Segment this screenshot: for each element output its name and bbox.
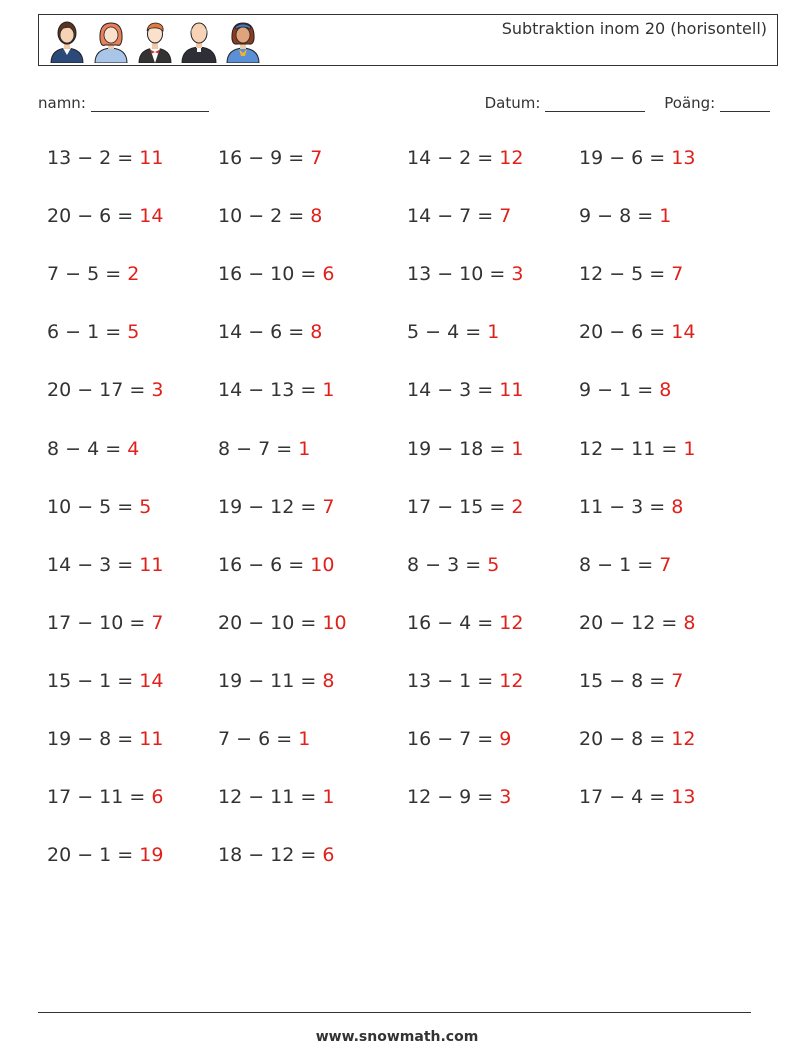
problem-item [218, 786, 334, 808]
problem-question: 9 − 1 = [579, 379, 654, 402]
problem-question: 5 − 4 = [407, 321, 482, 344]
problem-answer: 3 [151, 379, 164, 402]
problem-question: 20 − 6 = [579, 321, 666, 344]
problem-answer: 5 [487, 553, 500, 576]
problem-answer: 1 [322, 786, 335, 809]
problem-question: 9 − 8 = [579, 205, 654, 228]
problem-answer: 13 [671, 786, 696, 809]
problem-item [579, 263, 683, 285]
problem-answer: 13 [671, 147, 696, 169]
problem-question: 8 − 4 = [47, 437, 122, 460]
problem-item [218, 670, 334, 692]
problem-answer: 6 [322, 263, 335, 286]
problem-answer: 8 [683, 611, 696, 634]
problem-item [218, 612, 347, 634]
problem-item [218, 554, 334, 576]
problem-answer: 7 [671, 263, 684, 286]
problem-item [218, 205, 322, 227]
problem-answer: 8 [659, 379, 672, 402]
problem-answer: 7 [322, 495, 335, 518]
problem-answer: 6 [322, 844, 335, 867]
problem-item [218, 438, 310, 460]
flight-attendant-avatar-icon [223, 19, 263, 63]
problem-question: 19 − 6 = [579, 147, 666, 169]
worksheet-header [38, 14, 778, 66]
score-label: Poäng: [664, 94, 716, 112]
problem-item [407, 205, 511, 227]
problem-answer: 1 [511, 437, 524, 460]
problem-item [218, 379, 334, 401]
problem-item [407, 612, 523, 634]
problem-item [579, 496, 683, 518]
problem-answer: 19 [139, 844, 164, 867]
problem-item [407, 728, 511, 750]
problem-item [579, 321, 695, 343]
problem-answer: 7 [310, 147, 323, 169]
name-line [91, 97, 209, 112]
waiter-avatar-icon [135, 19, 175, 63]
footer-divider [38, 1012, 751, 1013]
problem-question: 15 − 8 = [579, 669, 666, 692]
problem-item [407, 670, 523, 692]
problem-question: 12 − 5 = [579, 263, 666, 286]
problem-question: 13 − 10 = [407, 263, 506, 286]
problem-answer: 11 [139, 553, 164, 576]
problem-question: 12 − 11 = [579, 437, 678, 460]
problem-item [47, 147, 163, 169]
problem-answer: 3 [511, 263, 524, 286]
problem-question: 20 − 12 = [579, 611, 678, 634]
problem-question: 17 − 15 = [407, 495, 506, 518]
name-field [38, 94, 209, 112]
problem-question: 20 − 17 = [47, 379, 146, 402]
problem-question: 14 − 2 = [407, 147, 494, 169]
problem-question: 17 − 4 = [579, 786, 666, 809]
problem-question: 14 − 13 = [218, 379, 317, 402]
problem-item [407, 554, 499, 576]
problem-question: 16 − 6 = [218, 553, 305, 576]
problem-item [47, 205, 163, 227]
problem-answer: 1 [298, 728, 311, 750]
footer-url: www.snowmath.com [315, 1029, 479, 1045]
problem-answer: 8 [310, 205, 323, 228]
woman-avatar-icon [47, 19, 87, 63]
problem-question: 19 − 8 = [47, 728, 134, 750]
problem-item [218, 728, 310, 750]
problem-answer: 4 [127, 437, 140, 460]
problem-answer: 1 [487, 321, 500, 344]
problem-answer: 12 [499, 669, 524, 692]
problem-answer: 2 [511, 495, 524, 518]
name-label: namn: [38, 94, 86, 112]
problem-item [407, 496, 523, 518]
problem-question: 14 − 3 = [47, 553, 134, 576]
problem-item [218, 321, 322, 343]
problem-answer: 8 [322, 669, 335, 692]
problem-answer: 14 [671, 321, 696, 344]
problem-question: 8 − 1 = [579, 553, 654, 576]
problem-answer: 7 [671, 669, 684, 692]
problem-answer: 1 [659, 205, 672, 228]
problem-item [579, 205, 671, 227]
problem-item [47, 612, 163, 634]
meta-row [38, 94, 770, 116]
problem-item [47, 728, 163, 750]
problem-item [47, 844, 163, 866]
problem-item [47, 379, 163, 401]
problem-question: 16 − 4 = [407, 611, 494, 634]
problem-answer: 1 [683, 437, 696, 460]
problem-answer: 7 [151, 611, 164, 634]
problem-question: 20 − 6 = [47, 205, 134, 228]
problem-question: 12 − 9 = [407, 786, 494, 809]
score-line [720, 97, 770, 112]
problem-answer: 1 [322, 379, 335, 402]
problem-answer: 10 [310, 553, 335, 576]
problem-item [579, 147, 695, 169]
woman-redhead-avatar-icon [91, 19, 131, 63]
problem-item [407, 438, 523, 460]
problem-item [579, 612, 695, 634]
problem-item [47, 786, 163, 808]
problem-question: 19 − 12 = [218, 495, 317, 518]
problem-question: 20 − 10 = [218, 611, 317, 634]
problem-item [218, 844, 334, 866]
problem-item [407, 321, 499, 343]
problem-answer: 2 [127, 263, 140, 286]
problem-answer: 7 [659, 553, 672, 576]
problem-answer: 9 [499, 728, 512, 750]
problem-answer: 1 [298, 437, 311, 460]
problem-question: 18 − 12 = [218, 844, 317, 867]
problem-answer: 5 [127, 321, 140, 344]
problem-question: 19 − 18 = [407, 437, 506, 460]
problem-answer: 8 [310, 321, 323, 344]
worksheet-title: Subtraktion inom 20 (horisontell) [501, 19, 767, 38]
problem-question: 15 − 1 = [47, 669, 134, 692]
problem-item [579, 786, 695, 808]
problem-answer: 5 [139, 495, 152, 518]
problem-question: 11 − 3 = [579, 495, 666, 518]
problem-answer: 12 [499, 611, 524, 634]
bald-man-avatar-icon [179, 19, 219, 63]
problem-question: 14 − 3 = [407, 379, 494, 402]
problem-question: 19 − 11 = [218, 669, 317, 692]
problem-question: 8 − 3 = [407, 553, 482, 576]
problem-question: 10 − 5 = [47, 495, 134, 518]
problem-item [579, 670, 683, 692]
date-label: Datum: [484, 94, 541, 112]
problem-question: 13 − 2 = [47, 147, 134, 169]
problem-item [47, 263, 139, 285]
problem-item [407, 786, 511, 808]
problem-item [47, 438, 139, 460]
problem-item [47, 670, 163, 692]
date-score-fields [485, 94, 770, 112]
problem-item [579, 728, 695, 750]
problem-question: 14 − 6 = [218, 321, 305, 344]
problem-answer: 8 [671, 495, 684, 518]
problem-item [47, 496, 151, 518]
problem-question: 7 − 6 = [218, 728, 293, 750]
problem-item [407, 263, 523, 285]
problem-item [579, 554, 671, 576]
problem-question: 6 − 1 = [47, 321, 122, 344]
problem-answer: 11 [139, 147, 164, 169]
problem-answer: 14 [139, 669, 164, 692]
problem-question: 17 − 10 = [47, 611, 146, 634]
problem-answer: 11 [499, 379, 524, 402]
avatar-strip [47, 19, 263, 63]
problem-answer: 14 [139, 205, 164, 228]
date-line [545, 97, 645, 112]
problem-question: 20 − 1 = [47, 844, 134, 867]
problem-answer: 7 [499, 205, 512, 228]
problem-question: 8 − 7 = [218, 437, 293, 460]
problem-question: 14 − 7 = [407, 205, 494, 228]
problem-question: 16 − 7 = [407, 728, 494, 750]
problem-item [47, 321, 139, 343]
problem-item [47, 554, 163, 576]
problem-answer: 12 [499, 147, 524, 169]
problem-question: 10 − 2 = [218, 205, 305, 228]
problem-question: 12 − 11 = [218, 786, 317, 809]
problem-question: 17 − 11 = [47, 786, 146, 809]
problem-answer: 6 [151, 786, 164, 809]
problem-answer: 3 [499, 786, 512, 809]
problem-answer: 10 [322, 611, 347, 634]
problem-item [579, 379, 671, 401]
problem-answer: 12 [671, 728, 696, 750]
problem-item [218, 263, 334, 285]
problem-question: 13 − 1 = [407, 669, 494, 692]
problem-item [218, 147, 322, 169]
problem-item [407, 379, 523, 401]
problem-item [407, 147, 523, 169]
problem-question: 16 − 9 = [218, 147, 305, 169]
problem-item [218, 496, 334, 518]
problem-question: 20 − 8 = [579, 728, 666, 750]
problem-question: 16 − 10 = [218, 263, 317, 286]
problem-item [579, 438, 695, 460]
problem-answer: 11 [139, 728, 164, 750]
problem-question: 7 − 5 = [47, 263, 122, 286]
